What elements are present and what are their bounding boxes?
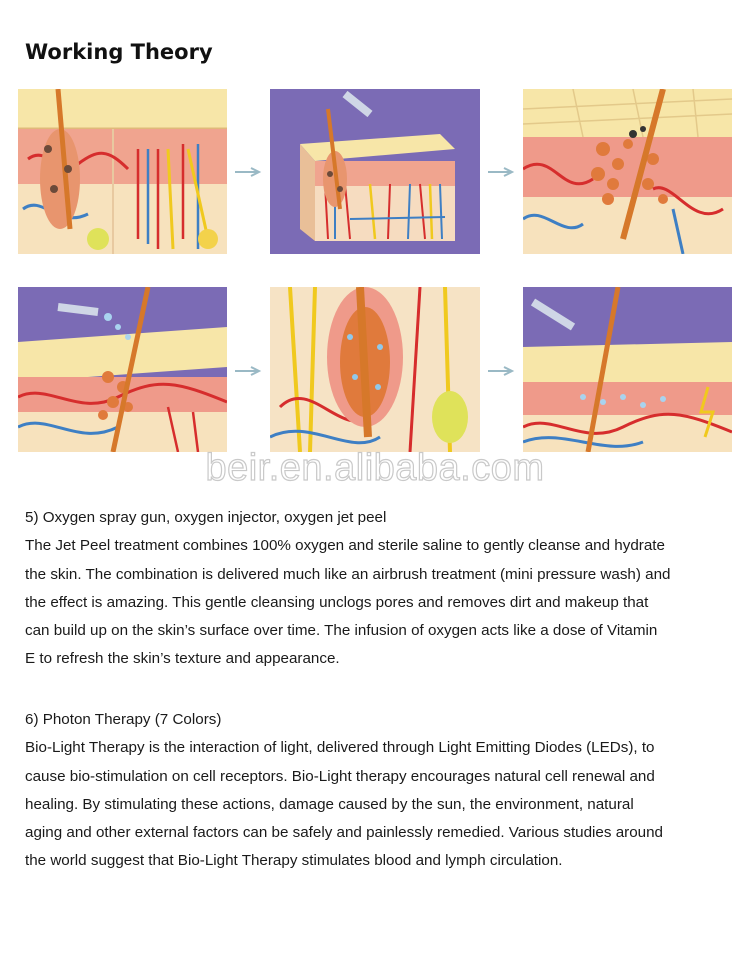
paragraph-line: healing. By stimulating these actions, damage caused by the sun, the environment, natural	[25, 795, 634, 813]
paragraph-line: can build up on the skin’s surface over time. The infusion of oxygen acts like a dose of Vitamin	[25, 622, 658, 640]
arrow-icon	[488, 366, 518, 376]
skin-illustration-panel-4	[18, 287, 227, 452]
skin-illustration-panel-5	[270, 287, 480, 452]
arrow-icon	[235, 167, 265, 177]
skin-illustration-panel-6	[523, 287, 732, 452]
paragraph-line: the skin. The combination is delivered much like an airbrush treatment (mini pressure wash) and	[25, 565, 671, 583]
section-heading: 6) Photon Therapy (7 Colors)	[25, 711, 222, 728]
skin-illustration-panel-1	[18, 89, 227, 254]
arrow-icon	[235, 366, 265, 376]
paragraph-line: the effect is amazing. This gentle cleansing unclogs pores and removes dirt and makeup that	[25, 593, 649, 611]
skin-illustration-panel-2	[270, 89, 480, 254]
skin-illustration-panel-3	[523, 89, 732, 254]
paragraph-line: aging and other external factors can be safely and painlessly remedied. Various studies around	[25, 824, 663, 842]
page-title: Working Theory	[25, 40, 213, 64]
paragraph-line: Bio-Light Therapy is the interaction of light, delivered through Light Emitting Diodes (LEDs), to	[25, 739, 655, 757]
section-heading: 5) Oxygen spray gun, oxygen injector, oxygen jet peel	[25, 509, 387, 526]
section-photon-therapy	[25, 706, 725, 876]
paragraph-line: E to refresh the skin’s texture and appearance.	[25, 650, 340, 668]
paragraph-line: the world suggest that Bio-Light Therapy stimulates blood and lymph circulation.	[25, 852, 563, 870]
watermark-text: beir.en.alibaba.com	[205, 447, 545, 489]
paragraph-line: cause bio-stimulation on cell receptors. Bio-Light therapy encourages natural cell renewal and	[25, 767, 655, 785]
section-oxygen-jet-peel	[25, 504, 725, 674]
paragraph-line: The Jet Peel treatment combines 100% oxygen and sterile saline to gently cleanse and hydrate	[25, 537, 665, 555]
arrow-icon	[488, 167, 518, 177]
